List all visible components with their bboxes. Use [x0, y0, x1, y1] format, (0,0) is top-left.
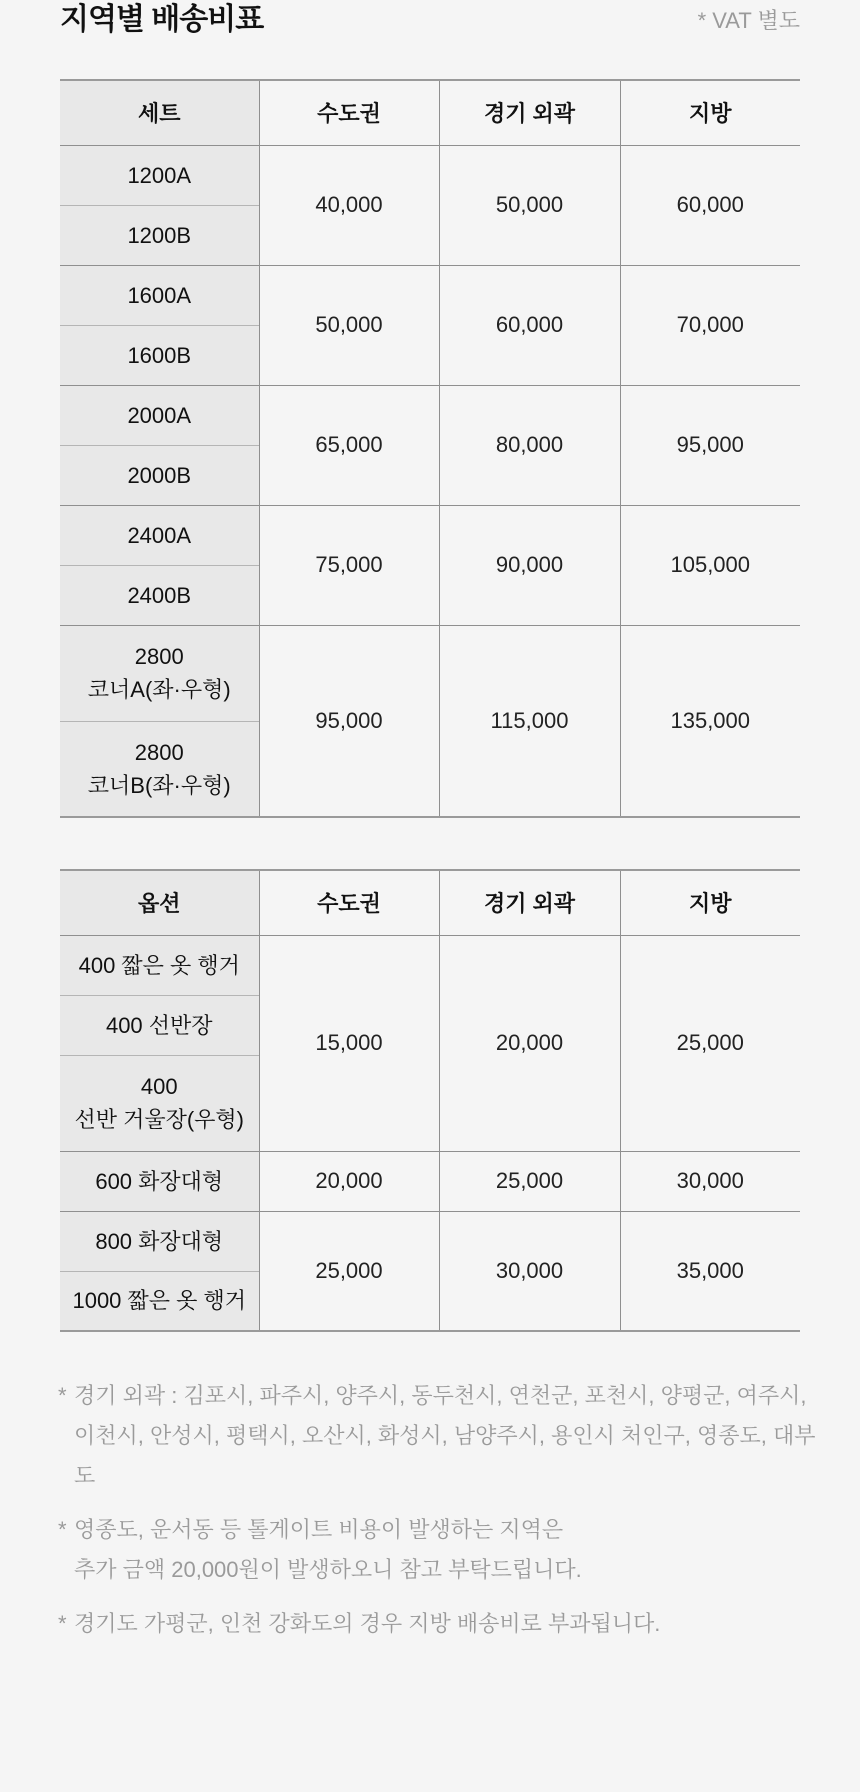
note-text — [74, 1604, 660, 1644]
note-line: 경기도 가평군, 인천 강화도의 경우 지방 배송비로 부과됩니다. — [74, 1611, 661, 1636]
price-cell: 20,000 — [259, 1151, 439, 1211]
note-item — [58, 1376, 818, 1496]
price-cell: 30,000 — [620, 1151, 800, 1211]
column-header-item: 옵션 — [60, 870, 259, 935]
item-label — [60, 1055, 259, 1151]
table-row — [60, 145, 800, 205]
item-label-line: 600 화장대형 — [95, 1168, 224, 1194]
price-cell: 25,000 — [439, 1151, 620, 1211]
table-header-row — [60, 80, 800, 145]
table-row — [60, 1211, 800, 1271]
asterisk-marker: * — [58, 1383, 67, 1408]
table-row — [60, 1151, 800, 1211]
price-cell: 105,000 — [620, 505, 800, 625]
note-item — [58, 1604, 818, 1644]
price-cell: 135,000 — [620, 625, 800, 817]
item-label-line: 선반 거울장(우형) — [74, 1107, 245, 1132]
price-cell: 115,000 — [439, 625, 620, 817]
item-label-line: 1600B — [127, 342, 192, 368]
item-label-line: 400 — [140, 1074, 178, 1099]
price-cell: 15,000 — [259, 935, 439, 1151]
vat-note: * VAT 별도 — [697, 8, 800, 33]
note-line: 영종도, 운서동 등 톨게이트 비용이 발생하는 지역은 — [74, 1517, 564, 1542]
item-label-line: 코너A(좌·우형) — [87, 677, 231, 702]
price-cell: 95,000 — [259, 625, 439, 817]
price-cell: 25,000 — [620, 935, 800, 1151]
price-cell: 35,000 — [620, 1211, 800, 1331]
table-header-row — [60, 870, 800, 935]
note-item — [58, 1510, 818, 1590]
column-header-region: 지방 — [620, 870, 800, 935]
note-line: 추가 금액 20,000원이 발생하오니 참고 부탁드립니다. — [74, 1557, 582, 1582]
item-label — [60, 505, 259, 565]
item-label-line: 2800 — [134, 739, 184, 765]
note-line: 이천시, 안성시, 평택시, 오산시, 화성시, 남양주시, 용인시 처인구, 영종도, 대부도 — [74, 1423, 816, 1488]
price-cell: 20,000 — [439, 935, 620, 1151]
price-cell: 25,000 — [259, 1211, 439, 1331]
price-cell: 60,000 — [439, 265, 620, 385]
item-label-line: 400 선반장 — [105, 1012, 213, 1038]
option-shipping-table — [60, 869, 800, 1332]
item-label — [60, 1151, 259, 1211]
notes-section — [58, 1376, 818, 1658]
set-shipping-table — [60, 79, 800, 818]
item-label-line: 800 화장대형 — [95, 1228, 224, 1254]
item-label — [60, 935, 259, 995]
item-label-line: 1200B — [127, 222, 192, 248]
table-row — [60, 625, 800, 721]
item-label-line: 코너B(좌·우형) — [87, 772, 231, 798]
item-label-line: 2000A — [127, 402, 192, 428]
column-header-region: 경기 외곽 — [439, 80, 620, 145]
item-label — [60, 205, 259, 265]
item-label-line: 2800 — [134, 644, 184, 669]
column-header-region: 수도권 — [259, 870, 439, 935]
column-header-region: 지방 — [620, 80, 800, 145]
item-label — [60, 625, 259, 721]
item-label-line: 1000 짧은 옷 행거 — [72, 1288, 247, 1314]
item-label — [60, 385, 259, 445]
asterisk-marker: * — [58, 1611, 67, 1636]
note-line: 경기 외곽 : 김포시, 파주시, 양주시, 동두천시, 연천군, 포천시, 양평군, 여주시, — [74, 1383, 807, 1408]
price-cell: 50,000 — [439, 145, 620, 265]
price-cell: 60,000 — [620, 145, 800, 265]
note-text — [74, 1510, 582, 1590]
table-row — [60, 505, 800, 565]
price-cell: 70,000 — [620, 265, 800, 385]
item-label — [60, 565, 259, 625]
item-label — [60, 995, 259, 1055]
price-cell: 95,000 — [620, 385, 800, 505]
item-label — [60, 445, 259, 505]
column-header-item: 세트 — [60, 80, 259, 145]
price-cell: 75,000 — [259, 505, 439, 625]
price-cell: 50,000 — [259, 265, 439, 385]
column-header-region: 경기 외곽 — [439, 870, 620, 935]
page-title: 지역별 배송비표 — [60, 3, 264, 36]
item-label — [60, 325, 259, 385]
item-label-line: 2400B — [127, 582, 192, 608]
item-label-line: 1200A — [127, 162, 192, 188]
item-label — [60, 145, 259, 205]
price-cell: 90,000 — [439, 505, 620, 625]
item-label-line: 400 짧은 옷 행거 — [78, 952, 240, 978]
price-cell: 40,000 — [259, 145, 439, 265]
item-label — [60, 721, 259, 817]
price-cell: 65,000 — [259, 385, 439, 505]
column-header-region: 수도권 — [259, 80, 439, 145]
price-cell: 80,000 — [439, 385, 620, 505]
table-row — [60, 935, 800, 995]
price-cell: 30,000 — [439, 1211, 620, 1331]
item-label-line: 1600A — [127, 282, 192, 308]
asterisk-marker: * — [58, 1517, 67, 1542]
item-label — [60, 1271, 259, 1331]
item-label-line: 2000B — [127, 462, 192, 488]
item-label — [60, 1211, 259, 1271]
item-label — [60, 265, 259, 325]
table-row — [60, 385, 800, 445]
note-text — [74, 1376, 818, 1496]
table-row — [60, 265, 800, 325]
item-label-line: 2400A — [127, 522, 192, 548]
